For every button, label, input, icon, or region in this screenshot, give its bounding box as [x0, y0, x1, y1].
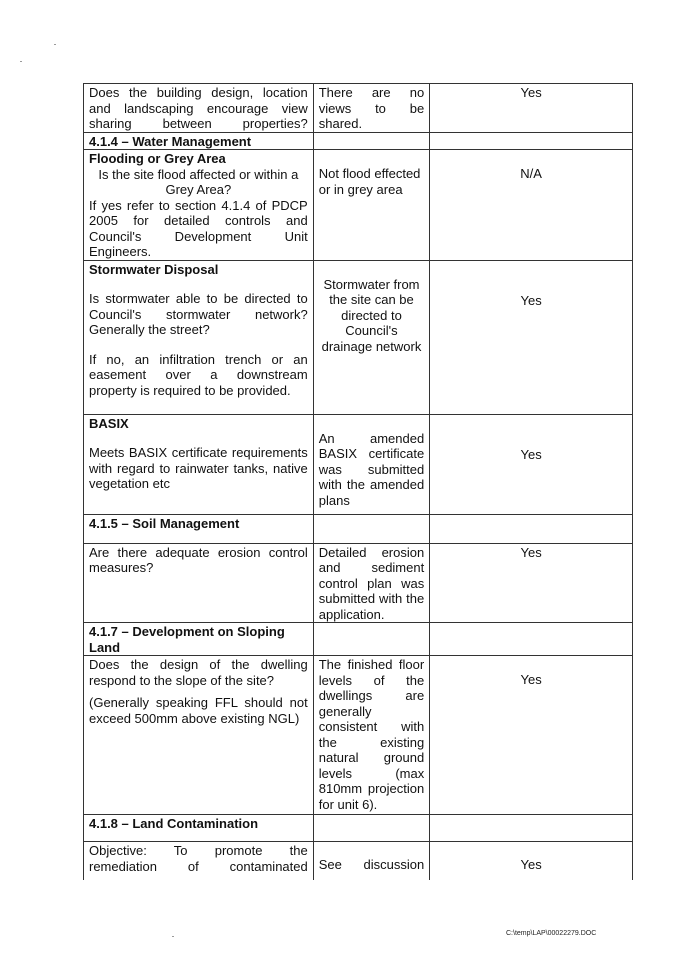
criteria-heading: Stormwater Disposal	[89, 261, 219, 277]
criteria-cell	[84, 656, 314, 815]
compliance-cell: Yes	[430, 656, 633, 815]
scan-mark	[54, 44, 56, 45]
table-row	[84, 656, 633, 815]
criteria-question: Does the design of the dwelling respond to the slope of the site?	[89, 657, 308, 688]
criteria-question: Meets BASIX certificate requirements with regard to rainwater tanks, native vegetation etc	[89, 445, 308, 491]
criteria-cell	[84, 150, 314, 261]
criteria-note: (Generally speaking FFL should not exceed 500mm above existing NGL)	[89, 695, 308, 726]
response-cell: There are no views to be shared.	[313, 84, 429, 133]
table-row	[84, 842, 633, 880]
empty-cell	[430, 514, 633, 543]
table-row	[84, 543, 633, 623]
section-row	[84, 132, 633, 150]
compliance-cell: Yes	[430, 260, 633, 414]
compliance-cell: N/A	[430, 150, 633, 261]
response-cell: Detailed erosion and sediment control plan was submitted with the application.	[313, 543, 429, 623]
empty-cell	[430, 623, 633, 656]
empty-cell	[430, 815, 633, 842]
criteria-cell	[84, 414, 314, 514]
document-path: C:\temp\LAP\00022279.DOC	[506, 930, 597, 937]
section-row	[84, 815, 633, 842]
empty-cell	[313, 514, 429, 543]
section-heading: 4.1.4 – Water Management	[84, 132, 314, 150]
compliance-cell: Yes	[430, 84, 633, 133]
table-row	[84, 414, 633, 514]
section-heading: 4.1.8 – Land Contamination	[84, 815, 314, 842]
scan-mark	[172, 936, 174, 937]
section-row	[84, 623, 633, 656]
section-row	[84, 514, 633, 543]
response-cell: See discussion	[313, 842, 429, 880]
compliance-cell: Yes	[430, 842, 633, 880]
response-cell: The finished floor levels of the dwellings are generally consistent with the existing natural ground levels (max 810mm projection for unit 6).	[313, 656, 429, 815]
response-cell: Not flood effected or in grey area	[313, 150, 429, 261]
response-cell: Stormwater from the site can be directed to Council's drainage network	[313, 260, 429, 414]
section-heading: 4.1.5 – Soil Management	[84, 514, 314, 543]
empty-cell	[430, 132, 633, 150]
empty-cell	[313, 132, 429, 150]
table-row	[84, 84, 633, 133]
empty-cell	[313, 815, 429, 842]
scan-mark	[20, 61, 22, 62]
compliance-cell: Yes	[430, 414, 633, 514]
criteria-cell: Objective: To promote the remediation of contaminated	[84, 842, 314, 880]
criteria-cell: Are there adequate erosion control measures?	[84, 543, 314, 623]
criteria-heading: Flooding or Grey Area	[89, 151, 226, 166]
criteria-question: Is stormwater able to be directed to Council's stormwater network? Generally the street?	[89, 291, 308, 337]
criteria-note: If yes refer to section 4.1.4 of PDCP 2005 for detailed controls and Council's Development Unit Engineers.	[89, 197, 308, 259]
criteria-cell	[84, 260, 314, 414]
response-cell: An amended BASIX certificate was submitted with the amended plans	[313, 414, 429, 514]
criteria-heading: BASIX	[89, 415, 129, 431]
section-heading: 4.1.7 – Development on Sloping Land	[84, 623, 314, 656]
criteria-note: If no, an infiltration trench or an easement over a downstream property is required to be provided.	[89, 351, 308, 398]
table-row	[84, 150, 633, 261]
table-row	[84, 260, 633, 414]
criteria-question: Is the site flood affected or within a Grey Area?	[98, 166, 299, 197]
assessment-table	[83, 83, 633, 880]
empty-cell	[313, 623, 429, 656]
criteria-cell: Does the building design, location and landscaping encourage view sharing between properties?	[84, 84, 314, 133]
compliance-cell: Yes	[430, 543, 633, 623]
